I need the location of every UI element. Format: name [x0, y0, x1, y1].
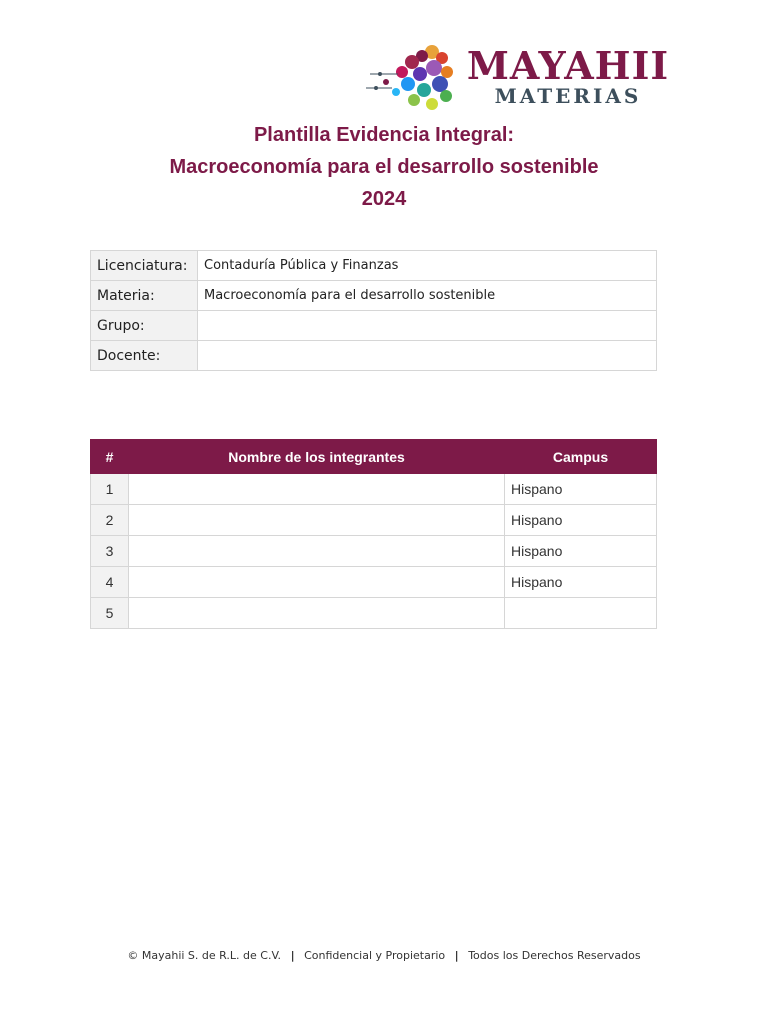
member-name-cell[interactable]: [129, 536, 505, 567]
brand-logo: [362, 42, 674, 116]
info-value: Macroeconomía para el desarrollo sostenible: [198, 281, 657, 311]
campus-cell: Hispano: [505, 474, 657, 505]
brain-logo-icon: [362, 42, 462, 116]
info-row-licenciatura: [91, 251, 657, 281]
brand-subtitle: MATERIAS: [494, 84, 642, 108]
row-number: 3: [91, 536, 129, 567]
row-number: 4: [91, 567, 129, 598]
course-info-table: [90, 250, 657, 371]
footer-separator: |: [454, 949, 459, 962]
table-row: [91, 474, 657, 505]
footer-confidential: Confidencial y Propietario: [304, 949, 446, 962]
info-label: Materia:: [91, 281, 198, 311]
column-header-number: #: [91, 440, 129, 474]
info-label: Docente:: [91, 341, 198, 371]
member-name-cell[interactable]: [129, 505, 505, 536]
column-header-name: Nombre de los integrantes: [129, 440, 505, 474]
info-row-materia: [91, 281, 657, 311]
members-table: [90, 439, 657, 629]
info-label: Grupo:: [91, 311, 198, 341]
row-number: 5: [91, 598, 129, 629]
info-value: [198, 341, 657, 371]
info-label: Licenciatura:: [91, 251, 198, 281]
row-number: 2: [91, 505, 129, 536]
document-title-line-1: Plantilla Evidencia Integral:: [253, 124, 515, 146]
table-row: [91, 567, 657, 598]
page-footer: [0, 949, 768, 962]
campus-cell: Hispano: [505, 505, 657, 536]
row-number: 1: [91, 474, 129, 505]
table-row: [91, 505, 657, 536]
member-name-cell[interactable]: [129, 598, 505, 629]
table-row: [91, 598, 657, 629]
document-title-year: 2024: [361, 188, 407, 210]
info-row-docente: [91, 341, 657, 371]
campus-cell: Hispano: [505, 567, 657, 598]
info-value: [198, 311, 657, 341]
footer-copyright: © Mayahii S. de R.L. de C.V.: [127, 949, 282, 962]
info-row-grupo: [91, 311, 657, 341]
brand-name: MAYAHII: [466, 43, 670, 88]
member-name-cell[interactable]: [129, 567, 505, 598]
footer-rights: Todos los Derechos Reservados: [468, 949, 641, 962]
members-header-row: [91, 440, 657, 474]
table-row: [91, 536, 657, 567]
document-title-line-2: Macroeconomía para el desarrollo sostenible: [169, 156, 599, 178]
campus-cell: Hispano: [505, 536, 657, 567]
campus-cell: [505, 598, 657, 629]
member-name-cell[interactable]: [129, 474, 505, 505]
column-header-campus: Campus: [505, 440, 657, 474]
footer-separator: |: [290, 949, 295, 962]
info-value: Contaduría Pública y Finanzas: [198, 251, 657, 281]
